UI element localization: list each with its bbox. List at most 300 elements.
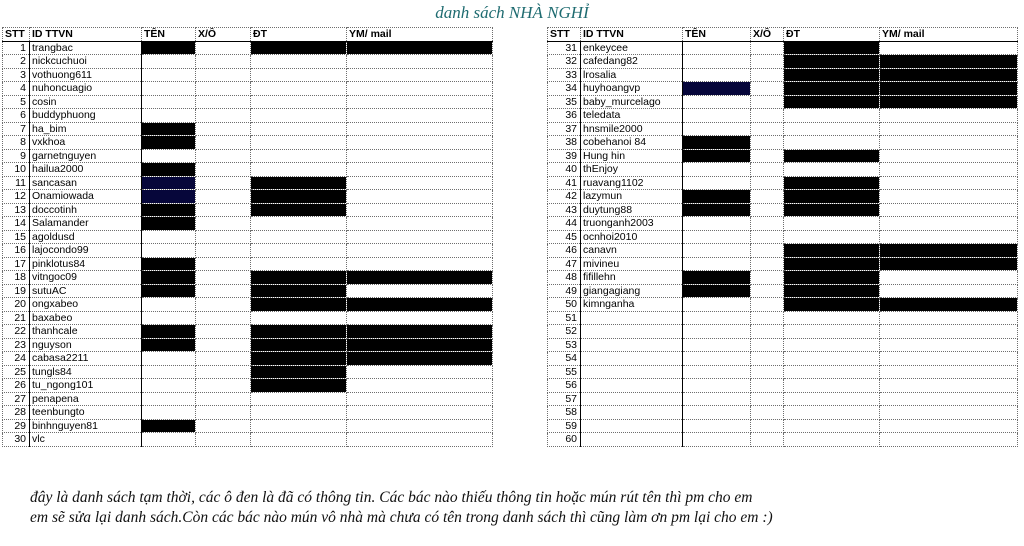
member-id-cell [581,419,683,433]
table-row [548,298,1018,312]
phone-cell [784,298,880,312]
xo-cell [751,217,784,231]
xo-cell [196,419,251,433]
table-row [548,82,1018,96]
name-cell [683,122,751,136]
row-number: 15 [3,230,30,244]
ym-mail-cell [880,163,1018,177]
phone-cell [784,352,880,366]
phone-cell [784,392,880,406]
xo-cell [751,244,784,258]
table-row [3,406,493,420]
ym-mail-cell [347,271,493,285]
xo-cell [751,82,784,96]
ym-mail-cell [347,311,493,325]
table-row [548,352,1018,366]
table-row [548,284,1018,298]
row-number: 41 [548,176,581,190]
phone-cell [251,271,347,285]
table-row [548,55,1018,69]
phone-cell [784,325,880,339]
ym-mail-cell [880,433,1018,447]
phone-cell [251,244,347,258]
note-line: đây là danh sách tạm thời, các ô đen là đã có thông tin. Các bác nào thiếu thông tin hoặc mún rút tên thì pm cho em [30,489,753,506]
table-row [3,217,493,231]
note-text [30,488,1020,528]
phone-cell [251,163,347,177]
name-cell [683,136,751,150]
ym-mail-cell [880,284,1018,298]
name-cell [142,203,196,217]
row-number: 46 [548,244,581,258]
name-cell [683,149,751,163]
name-cell [142,136,196,150]
row-number: 21 [3,311,30,325]
ym-mail-cell [880,298,1018,312]
xo-cell [196,163,251,177]
xo-cell [751,95,784,109]
ym-mail-cell [880,257,1018,271]
member-id-cell: mivineu [581,257,683,271]
header-ten: TÊN [683,28,751,42]
xo-cell [751,149,784,163]
table-row [3,257,493,271]
table-row [548,325,1018,339]
xo-cell [751,379,784,393]
table-row [3,284,493,298]
name-cell [142,379,196,393]
name-cell [142,257,196,271]
ym-mail-cell [880,190,1018,204]
row-number: 58 [548,406,581,420]
xo-cell [751,352,784,366]
table-row [548,149,1018,163]
left-table [2,27,493,447]
ym-mail-cell [347,244,493,258]
member-id-cell: baxabeo [30,311,142,325]
member-id-cell: garnetnguyen [30,149,142,163]
member-id-cell: nickcuchuoi [30,55,142,69]
table-row [548,433,1018,447]
table-row [3,203,493,217]
header-id: ID TTVN [30,28,142,42]
member-id-cell: vitngoc09 [30,271,142,285]
member-id-cell: canavn [581,244,683,258]
table-row [3,55,493,69]
row-number: 6 [3,109,30,123]
member-id-cell: cabasa2211 [30,352,142,366]
phone-cell [784,338,880,352]
xo-cell [196,244,251,258]
table-row [3,244,493,258]
table-row [548,176,1018,190]
header-dt: ĐT [784,28,880,42]
ym-mail-cell [880,244,1018,258]
ym-mail-cell [880,109,1018,123]
xo-cell [196,365,251,379]
phone-cell [784,365,880,379]
table-row [548,41,1018,55]
phone-cell [784,244,880,258]
header-dt: ĐT [251,28,347,42]
xo-cell [751,365,784,379]
xo-cell [196,392,251,406]
name-cell [683,41,751,55]
row-number: 5 [3,95,30,109]
name-cell [683,176,751,190]
phone-cell [784,230,880,244]
table-row [3,325,493,339]
ym-mail-cell [880,217,1018,231]
ym-mail-cell [347,433,493,447]
ym-mail-cell [347,82,493,96]
name-cell [683,392,751,406]
phone-cell [784,311,880,325]
row-number: 43 [548,203,581,217]
table-row [3,109,493,123]
name-cell [142,392,196,406]
row-number: 23 [3,338,30,352]
phone-cell [784,433,880,447]
header-row [548,28,1018,42]
xo-cell [751,68,784,82]
member-id-cell: baby_murcelago [581,95,683,109]
xo-cell [751,433,784,447]
name-cell [142,406,196,420]
ym-mail-cell [347,55,493,69]
table-row [3,190,493,204]
phone-cell [784,55,880,69]
row-number: 2 [3,55,30,69]
phone-cell [251,298,347,312]
phone-cell [251,55,347,69]
member-id-cell: trangbac [30,41,142,55]
row-number: 14 [3,217,30,231]
table-row [3,365,493,379]
name-cell [683,338,751,352]
table-row [3,149,493,163]
name-cell [142,419,196,433]
ym-mail-cell [880,406,1018,420]
row-number: 7 [3,122,30,136]
name-cell [142,190,196,204]
xo-cell [751,419,784,433]
phone-cell [784,176,880,190]
row-number: 55 [548,365,581,379]
name-cell [683,217,751,231]
ym-mail-cell [347,95,493,109]
xo-cell [196,406,251,420]
name-cell [683,365,751,379]
table-row [3,230,493,244]
ym-mail-cell [347,163,493,177]
name-cell [683,244,751,258]
row-number: 56 [548,379,581,393]
row-number: 30 [3,433,30,447]
member-id-cell [581,392,683,406]
phone-cell [251,176,347,190]
phone-cell [784,95,880,109]
name-cell [683,230,751,244]
name-cell [142,325,196,339]
table-row [548,217,1018,231]
xo-cell [196,311,251,325]
xo-cell [196,433,251,447]
name-cell [142,365,196,379]
table-row [3,433,493,447]
ym-mail-cell [880,271,1018,285]
xo-cell [196,68,251,82]
xo-cell [196,379,251,393]
member-id-cell: thEnjoy [581,163,683,177]
table-row [548,271,1018,285]
ym-mail-cell [347,284,493,298]
name-cell [142,109,196,123]
row-number: 57 [548,392,581,406]
row-number: 59 [548,419,581,433]
member-id-cell: thanhcale [30,325,142,339]
phone-cell [251,325,347,339]
name-cell [683,433,751,447]
member-id-cell [581,379,683,393]
row-number: 48 [548,271,581,285]
phone-cell [251,190,347,204]
ym-mail-cell [347,419,493,433]
member-id-cell: lajocondo99 [30,244,142,258]
name-cell [142,298,196,312]
table-row [3,338,493,352]
member-id-cell [581,311,683,325]
name-cell [142,271,196,285]
ym-mail-cell [347,338,493,352]
xo-cell [196,203,251,217]
member-id-cell [581,338,683,352]
name-cell [142,338,196,352]
member-id-cell: teenbungto [30,406,142,420]
phone-cell [251,257,347,271]
member-id-cell: agoldusd [30,230,142,244]
phone-cell [251,217,347,231]
xo-cell [751,271,784,285]
member-id-cell: duytung88 [581,203,683,217]
ym-mail-cell [347,365,493,379]
row-number: 4 [3,82,30,96]
table-row [548,203,1018,217]
ym-mail-cell [347,109,493,123]
phone-cell [251,109,347,123]
name-cell [142,122,196,136]
ym-mail-cell [880,149,1018,163]
ym-mail-cell [880,311,1018,325]
note-line: em sẽ sửa lại danh sách.Còn các bác nào mún vô nhà mà chưa có tên trong danh sách thì cũng làm ơn pm lại cho em :) [30,509,773,526]
row-number: 53 [548,338,581,352]
phone-cell [251,338,347,352]
row-number: 22 [3,325,30,339]
xo-cell [196,338,251,352]
left-table-body [3,41,493,446]
member-id-cell: hailua2000 [30,163,142,177]
header-stt: STT [3,28,30,42]
name-cell [142,41,196,55]
ym-mail-cell [347,149,493,163]
name-cell [683,95,751,109]
xo-cell [196,257,251,271]
member-id-cell: tu_ngong101 [30,379,142,393]
phone-cell [784,163,880,177]
name-cell [142,55,196,69]
name-cell [683,352,751,366]
member-id-cell [581,325,683,339]
xo-cell [196,149,251,163]
phone-cell [251,68,347,82]
table-row [548,338,1018,352]
member-id-cell: enkeycee [581,41,683,55]
table-row [3,68,493,82]
header-ym: YM/ mail [347,28,493,42]
table-row [3,95,493,109]
member-id-cell: tungls84 [30,365,142,379]
phone-cell [251,284,347,298]
ym-mail-cell [347,203,493,217]
phone-cell [251,365,347,379]
xo-cell [751,203,784,217]
row-number: 42 [548,190,581,204]
xo-cell [751,392,784,406]
xo-cell [751,55,784,69]
row-number: 28 [3,406,30,420]
phone-cell [251,122,347,136]
header-ym: YM/ mail [880,28,1018,42]
xo-cell [751,190,784,204]
table-row [548,311,1018,325]
row-number: 17 [3,257,30,271]
table-row [548,379,1018,393]
ym-mail-cell [880,203,1018,217]
phone-cell [784,190,880,204]
ym-mail-cell [347,257,493,271]
xo-cell [196,41,251,55]
member-id-cell [581,433,683,447]
ym-mail-cell [347,325,493,339]
member-id-cell: hnsmile2000 [581,122,683,136]
phone-cell [251,311,347,325]
table-row [3,136,493,150]
member-id-cell: fifillehn [581,271,683,285]
name-cell [142,352,196,366]
table-row [3,122,493,136]
table-row [548,392,1018,406]
phone-cell [784,271,880,285]
phone-cell [251,406,347,420]
ym-mail-cell [347,190,493,204]
phone-cell [784,419,880,433]
ym-mail-cell [880,230,1018,244]
xo-cell [751,257,784,271]
name-cell [142,433,196,447]
name-cell [683,163,751,177]
xo-cell [196,284,251,298]
row-number: 39 [548,149,581,163]
table-row [3,271,493,285]
member-id-cell: cafedang82 [581,55,683,69]
row-number: 33 [548,68,581,82]
member-id-cell: Hung hin [581,149,683,163]
table-row [548,190,1018,204]
member-id-cell: vothuong611 [30,68,142,82]
name-cell [683,406,751,420]
table-row [548,230,1018,244]
table-row [548,136,1018,150]
member-id-cell: lazymun [581,190,683,204]
name-cell [142,284,196,298]
member-id-cell: ruavang1102 [581,176,683,190]
row-number: 1 [3,41,30,55]
name-cell [142,176,196,190]
table-row [3,419,493,433]
name-cell [683,190,751,204]
row-number: 49 [548,284,581,298]
phone-cell [784,217,880,231]
phone-cell [251,419,347,433]
name-cell [142,311,196,325]
row-number: 44 [548,217,581,231]
ym-mail-cell [347,230,493,244]
phone-cell [251,433,347,447]
row-number: 31 [548,41,581,55]
ym-mail-cell [880,41,1018,55]
ym-mail-cell [347,379,493,393]
name-cell [142,82,196,96]
member-id-cell: sutuAC [30,284,142,298]
row-number: 40 [548,163,581,177]
xo-cell [751,136,784,150]
xo-cell [196,325,251,339]
ym-mail-cell [880,419,1018,433]
name-cell [142,230,196,244]
name-cell [683,311,751,325]
ym-mail-cell [347,136,493,150]
xo-cell [751,176,784,190]
ym-mail-cell [880,352,1018,366]
table-row [548,122,1018,136]
phone-cell [784,379,880,393]
xo-cell [751,109,784,123]
xo-cell [196,95,251,109]
xo-cell [196,122,251,136]
ym-mail-cell [347,68,493,82]
table-row [3,82,493,96]
xo-cell [196,352,251,366]
xo-cell [751,122,784,136]
header-xo: X/Ô [751,28,784,42]
member-id-cell [581,406,683,420]
phone-cell [251,149,347,163]
header-id: ID TTVN [581,28,683,42]
xo-cell [751,298,784,312]
member-id-cell: sancasan [30,176,142,190]
member-id-cell: ongxabeo [30,298,142,312]
table-row [548,95,1018,109]
ym-mail-cell [347,176,493,190]
xo-cell [751,325,784,339]
member-id-cell [581,365,683,379]
phone-cell [784,136,880,150]
member-id-cell: penapena [30,392,142,406]
table-row [548,109,1018,123]
member-id-cell: kimnganha [581,298,683,312]
table-row [3,163,493,177]
table-row [548,419,1018,433]
